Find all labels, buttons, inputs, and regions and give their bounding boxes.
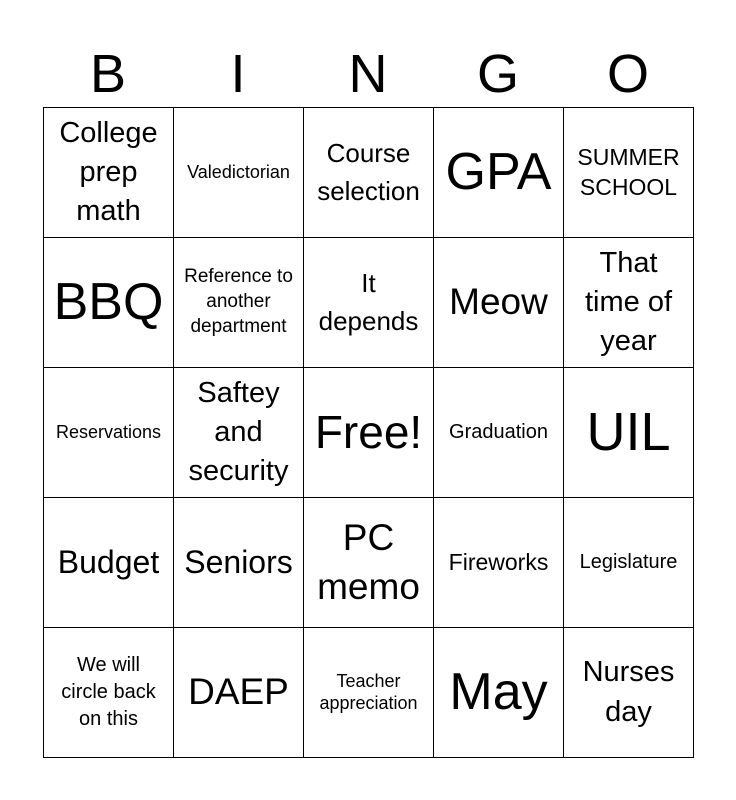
cell-label: It depends xyxy=(318,267,419,336)
bingo-cell-r3-c1[interactable] xyxy=(44,368,174,498)
cell-label: That time of year xyxy=(584,246,673,358)
bingo-cell-r5-c5[interactable] xyxy=(564,628,694,758)
bingo-cell-r2-c1[interactable] xyxy=(44,238,174,368)
header-letter-i: I xyxy=(230,44,246,104)
bingo-cell-r4-c4[interactable] xyxy=(434,498,564,628)
bingo-cell-r4-c2[interactable] xyxy=(174,498,304,628)
bingo-cell-r2-c5[interactable] xyxy=(564,238,694,368)
bingo-cell-r3-c4[interactable] xyxy=(434,368,564,498)
bingo-cell-r5-c4[interactable] xyxy=(434,628,564,758)
cell-label: Teacher appreciation xyxy=(319,670,418,713)
bingo-cell-r4-c1[interactable] xyxy=(44,498,174,628)
cell-label: Legislature xyxy=(579,551,678,573)
bingo-cell-r1-c2[interactable] xyxy=(174,108,304,238)
cell-label: BBQ xyxy=(53,272,164,331)
header-letter-g: G xyxy=(476,44,519,104)
cell-label: Reference to another department xyxy=(184,266,293,337)
bingo-cell-r5-c2[interactable] xyxy=(174,628,304,758)
bingo-cell-r2-c3[interactable] xyxy=(304,238,434,368)
cell-label: UIL xyxy=(586,401,671,462)
cell-label: Budget xyxy=(57,544,160,581)
cell-label: Graduation xyxy=(449,421,548,443)
cell-label: Seniors xyxy=(184,544,293,581)
bingo-cell-r3-c2[interactable] xyxy=(174,368,304,498)
header-letter-b: B xyxy=(89,44,127,104)
cell-label: May xyxy=(449,662,548,721)
bingo-cell-r5-c1[interactable] xyxy=(44,628,174,758)
cell-label: DAEP xyxy=(188,671,289,713)
bingo-cell-r1-c1[interactable] xyxy=(44,108,174,238)
bingo-cell-r3-c3[interactable] xyxy=(304,368,434,498)
cell-label: Meow xyxy=(449,281,548,323)
bingo-cell-r2-c2[interactable] xyxy=(174,238,304,368)
bingo-header xyxy=(43,40,693,108)
cell-label: Fireworks xyxy=(448,548,549,575)
bingo-board xyxy=(43,107,694,758)
cell-label: College prep math xyxy=(59,116,158,228)
bingo-cell-r1-c4[interactable] xyxy=(434,108,564,238)
cell-label: Reservations xyxy=(55,421,162,442)
header-letter-o: O xyxy=(606,44,649,104)
cell-label: Course selection xyxy=(317,137,420,206)
cell-label: Valedictorian xyxy=(187,161,290,182)
cell-label: We will circle back on this xyxy=(61,654,156,730)
header-letter-n: N xyxy=(348,44,388,104)
bingo-cell-r2-c4[interactable] xyxy=(434,238,564,368)
bingo-cell-r3-c5[interactable] xyxy=(564,368,694,498)
cell-label: Nurses day xyxy=(582,656,675,728)
cell-label: PC memo xyxy=(317,517,420,607)
bingo-cell-r1-c3[interactable] xyxy=(304,108,434,238)
cell-label: Free! xyxy=(314,406,423,459)
bingo-cell-r4-c5[interactable] xyxy=(564,498,694,628)
bingo-cell-r4-c3[interactable] xyxy=(304,498,434,628)
cell-label: SUMMER SCHOOL xyxy=(577,143,680,200)
cell-label: Saftey and security xyxy=(188,376,289,488)
bingo-cell-r1-c5[interactable] xyxy=(564,108,694,238)
bingo-cell-r5-c3[interactable] xyxy=(304,628,434,758)
cell-label: GPA xyxy=(445,142,552,201)
